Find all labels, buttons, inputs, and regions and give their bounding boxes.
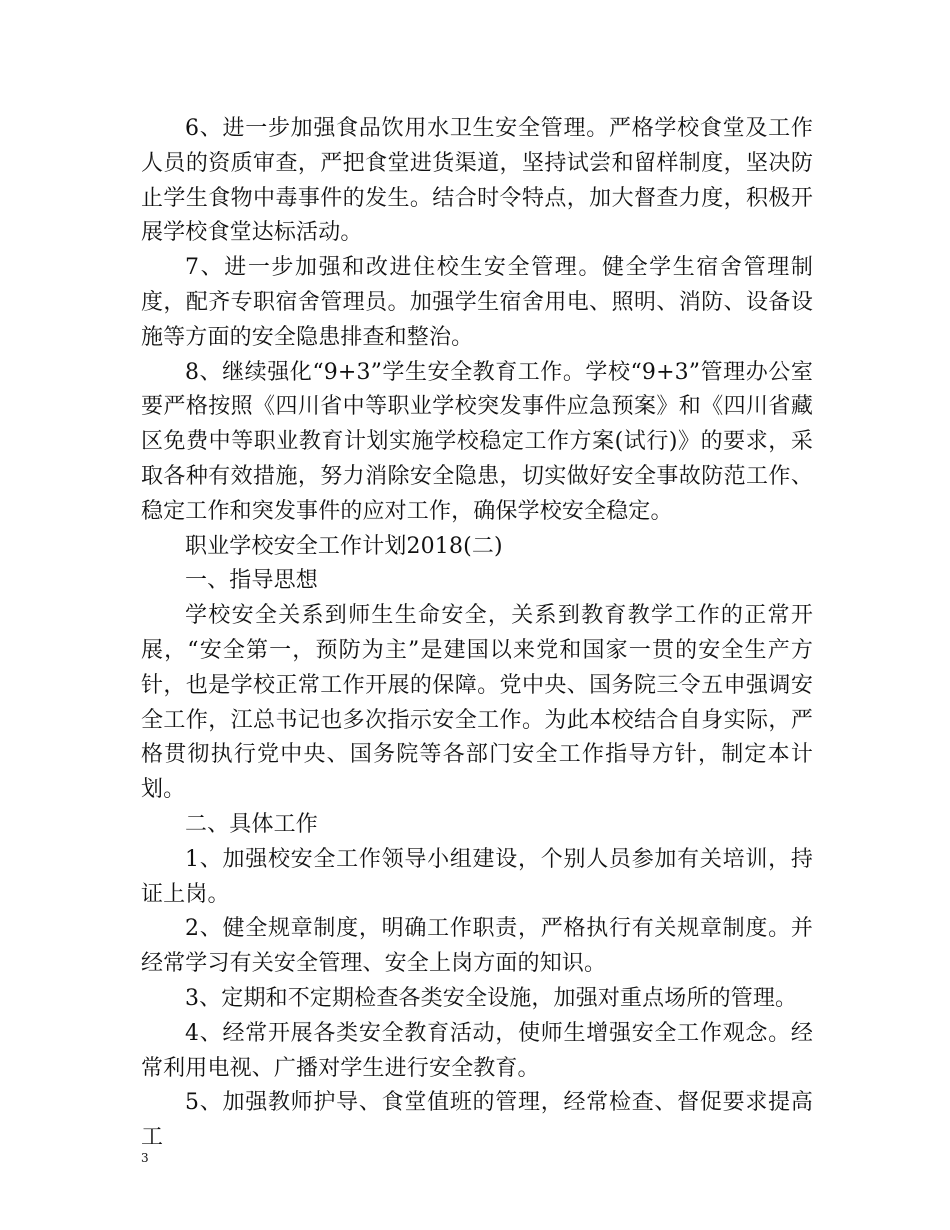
paragraph-work-item-1: 1、加强校安全工作领导小组建设，个别人员参加有关培训，持证上岗。 [141,846,813,907]
heading-guiding-ideology: 一、指导思想 [185,568,318,594]
paragraph-work-item-3: 3、定期和不定期检查各类安全设施，加强对重点场所的管理。 [185,985,798,1011]
document-body [141,112,813,1156]
paragraph-item-6: 6、进一步加强食品饮用水卫生安全管理。严格学校食堂及工作人员的资质审查，严把食堂进货渠道，坚持试尝和留样制度，坚决防止学生食物中毒事件的发生。结合时令特点，加大督查力度，积极开展学校食堂达标活动。 [141,116,813,246]
paragraph-work-item-4: 4、经常开展各类安全教育活动，使师生增强安全工作观念。经常利用电视、广播对学生进行安全教育。 [141,1020,813,1081]
paragraph-guiding-ideology: 学校安全关系到师生生命安全，关系到教育教学工作的正常开展，“安全第一，预防为主”是建国以来党和国家一贯的安全生产方针，也是学校正常工作开展的保障。党中央、国务院三令五申强调安全工作，江总书记也多次指示安全工作。为此本校结合自身实际，严格贯彻执行党中央、国务院等各部门安全工作指导方针，制定本计划。 [141,603,813,803]
paragraph-work-item-5: 5、加强教师护导、食堂值班的管理，经常检查、督促要求提高工 [141,1090,813,1151]
paragraph-item-8: 8、继续强化“9+3”学生安全教育工作。学校“9+3”管理办公室要严格按照《四川省中等职业学校突发事件应急预案》和《四川省藏区免费中等职业教育计划实施学校稳定工作方案(试行)》的要求，采取各种有效措施，努力消除安全隐患，切实做好安全事故防范工作、稳定工作和突发事件的应对工作，确保学校安全稳定。 [141,359,813,524]
paragraph-item-7: 7、进一步加强和改进住校生安全管理。健全学生宿舍管理制度，配齐专职宿舍管理员。加强学生宿舍用电、照明、消防、设备设施等方面的安全隐患排查和整治。 [141,255,813,350]
heading-specific-work: 二、具体工作 [185,811,318,837]
paragraph-work-item-2: 2、健全规章制度，明确工作职责，严格执行有关规章制度。并经常学习有关安全管理、安全上岗方面的知识。 [141,916,813,977]
section-title: 职业学校安全工作计划2018(二) [185,533,503,559]
page-number: 3 [141,1151,149,1165]
